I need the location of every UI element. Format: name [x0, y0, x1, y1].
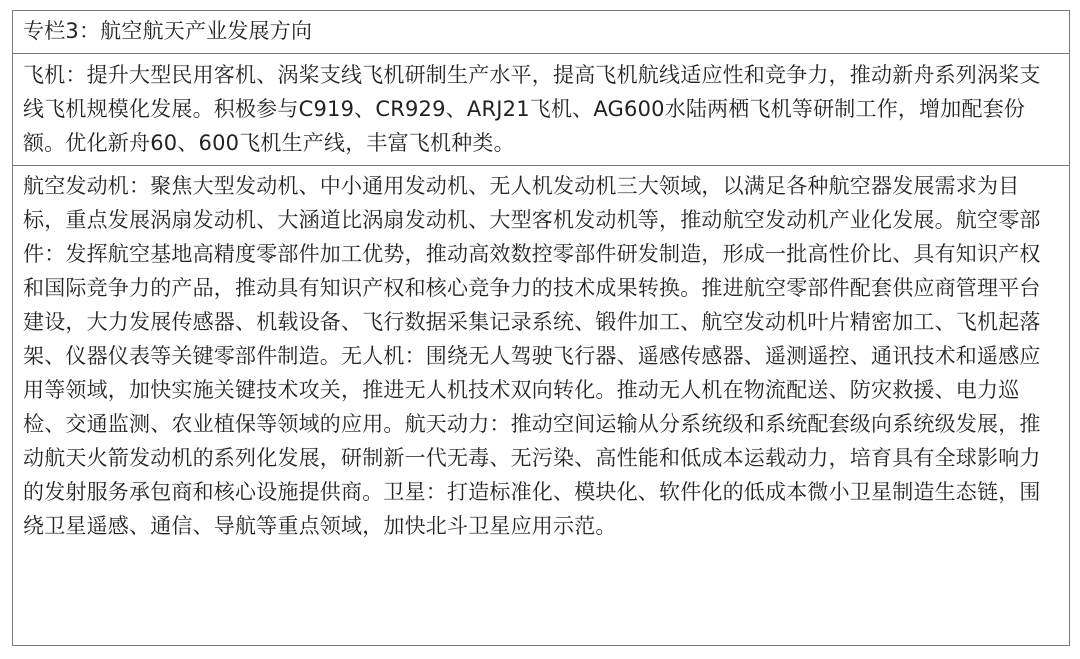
column-title: 专栏3：航空航天产业发展方向 — [23, 19, 313, 43]
aero-engine-section: 航空发动机：聚焦大型发动机、中小通用发动机、无人机发动机三大领域，以满足各种航空器发展需求为目标，重点发展涡扇发动机、大涵道比涡扇发动机、大型客机发动机等，推动航空发动机产业化发展。航空零部件：发挥航空基地高精度零部件加工优势，推动高效数控零部件研发制造，形成一批高性价比、具有知识产权和国际竞争力的产品，推动具有知识产权和核心竞争力的技术成果转换。推进航空零部件配套供应商管理平台建设，大力发展传感器、机载设备、飞行数据采集记录系统、锻件加工、航空发动机叶片精密加工、飞机起落架、仪器仪表等关键零部件制造。无人机：围绕无人驾驶飞行器、遥感传感器、遥测遥控、通讯技术和遥感应用等领域，加快实施关键技术攻关，推进无人机技术双向转化。推动无人机在物流配送、防灾救援、电力巡检、交通监测、农业植保等领域的应用。航天动力：推动空间运输从分系统级和系统配套级向系统级发展，推动航天火箭发动机的系列化发展，研制新一代无毒、无污染、高性能和低成本运载动力，培育具有全球影响力的发射服务承包商和核心设施提供商。卫星：打造标准化、模块化、软件化的低成本微小卫星制造生态链，围绕卫星遥感、通信、导航等重点领域，加快北斗卫星应用示范。 — [13, 165, 1069, 645]
aircraft-section: 飞机：提升大型民用客机、涡桨支线飞机研制生产水平，提高飞机航线适应性和竞争力，推动新舟系列涡桨支线飞机规模化发展。积极参与C919、CR929、ARJ21飞机、AG600水陆两栖飞机等研制工作，增加配套份额。优化新舟60、600飞机生产线，丰富飞机种类。 — [13, 53, 1069, 165]
column-box — [12, 10, 1070, 646]
